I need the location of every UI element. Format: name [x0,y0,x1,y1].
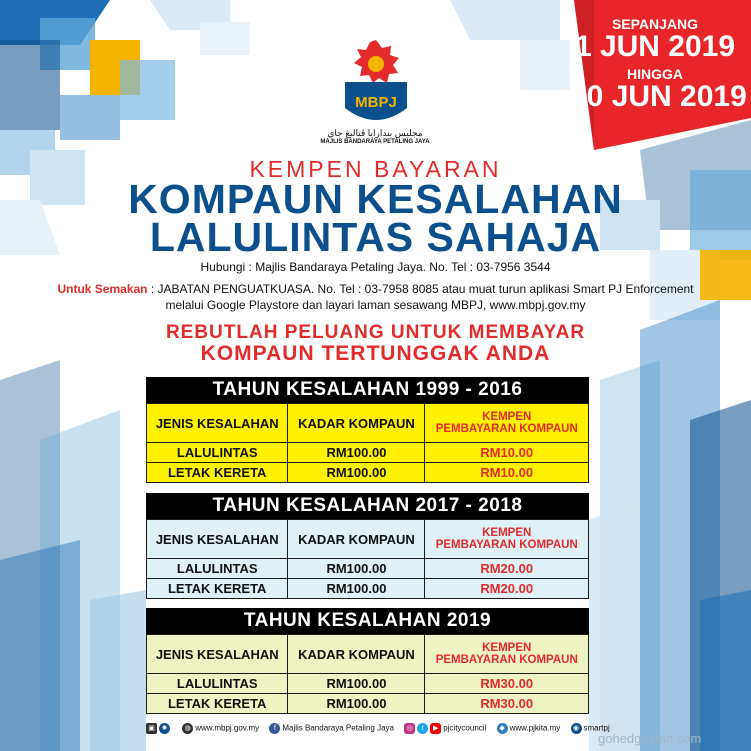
cell-jenis: LALULINTAS [147,443,288,463]
header-kempen-line-1: KEMPEN [482,411,532,423]
header-kadar: KADAR KOMPAUN [288,635,425,674]
cell-kadar: RM100.00 [288,559,425,579]
footer-pjkita-link[interactable] [497,723,561,734]
footer-app-text: smartpj [583,723,610,733]
table-header-row [147,404,589,443]
mbpj-logo [335,38,417,134]
header-kempen-line-1: KEMPEN [482,642,532,654]
globe-icon: ◍ [182,723,193,734]
header-kempen-line-2: PEMBAYARAN KOMPAUN [435,423,578,435]
footer-website-link[interactable] [182,723,259,734]
cta-line-1: REBUTLAH PELUANG UNTUK MEMBAYAR [165,322,586,343]
cell-jenis: LETAK KERETA [147,694,288,714]
cell-kadar: RM100.00 [288,443,425,463]
instagram-icon: ◎ [404,723,415,734]
footer-social-link[interactable] [404,723,486,734]
contact-semakan [0,282,751,296]
table-row [147,443,589,463]
cell-jenis: LETAK KERETA [147,463,288,483]
header-kempen [425,404,589,443]
pj-logo-icon: ▣ [146,723,157,734]
smartpj-app-icon: ◉ [571,723,582,734]
logo-badge-text: MBPJ [355,94,397,111]
cell-kadar: RM100.00 [288,463,425,483]
cell-kempen: RM20.00 [425,559,589,579]
mbpj-small-logo-icon: ✹ [159,723,170,734]
header-kadar: KADAR KOMPAUN [288,520,425,559]
semakan-text: : JABATAN PENGUATKUASA. No. Tel : 03-7958 8085 atau muat turun aplikasi Smart PJ Enforcement [147,282,694,296]
footer-facebook-link[interactable] [269,723,394,734]
title-line-1: KOMPAUN KESALAHAN [128,176,623,222]
header-kadar: KADAR KOMPAUN [288,404,425,443]
kempen-heading: KEMPEN BAYARAN [249,156,502,182]
table-1999-2016 [146,377,589,483]
contact-semakan-line-2: melalui Google Playstore dan layari laman sesawang MBPJ, www.mbpj.gov.my [165,298,586,312]
table-header-row [147,635,589,674]
logo-subtitle: MAJLIS BANDARAYA PETALING JAYA [320,139,430,145]
pjkita-icon: ◆ [497,723,508,734]
logo-arabic-text: مجليس بندارايا ڤتاليڠ جاي [327,128,423,138]
contact-hubungi: Hubungi : Majlis Bandaraya Petaling Jaya. No. Tel : 03-7956 3544 [200,260,551,274]
footer-logos [146,723,172,734]
table-2019 [146,608,589,714]
table-row [147,463,589,483]
title-line-2: LALULINTAS SAHAJA [149,214,602,260]
table-title: TAHUN KESALAHAN 1999 - 2016 [146,377,589,403]
cell-jenis: LETAK KERETA [147,579,288,599]
cell-kempen: RM10.00 [425,463,589,483]
compound-table [146,634,589,714]
table-row [147,674,589,694]
table-row [147,694,589,714]
footer-pjkita-text: www.pjkita.my [509,723,561,733]
footer-social-text: pjcitycouncil [443,723,487,733]
cell-kadar: RM100.00 [288,694,425,714]
table-header-row [147,520,589,559]
table-row [147,579,589,599]
ribbon-line-3: HINGGA [627,66,683,82]
cell-kempen: RM10.00 [425,443,589,463]
cell-kadar: RM100.00 [288,674,425,694]
table-row [147,559,589,579]
header-jenis: JENIS KESALAHAN [147,520,288,559]
compound-table [146,519,589,599]
cta-line-2: KOMPAUN TERTUNGGAK ANDA [200,342,551,365]
cell-kempen: RM20.00 [425,579,589,599]
table-title: TAHUN KESALAHAN 2017 - 2018 [146,493,589,519]
header-kempen-line-1: KEMPEN [482,527,532,539]
ribbon-line-2: 1 JUN 2019 [574,30,736,63]
table-title: TAHUN KESALAHAN 2019 [146,608,589,634]
ribbon-line-1: SEPANJANG [611,16,699,32]
header-kempen [425,520,589,559]
table-2017-2018 [146,493,589,599]
cell-jenis: LALULINTAS [147,559,288,579]
semakan-label: Untuk Semakan [57,282,148,296]
youtube-icon: ▶ [430,723,441,734]
cell-kempen: RM30.00 [425,674,589,694]
cell-kempen: RM30.00 [425,694,589,714]
header-kempen-line-2: PEMBAYARAN KOMPAUN [435,654,578,666]
compound-table [146,403,589,483]
footer-bar [146,723,610,743]
header-kempen [425,635,589,674]
header-kempen-line-2: PEMBAYARAN KOMPAUN [435,539,578,551]
facebook-icon: f [269,723,280,734]
footer-website-text: www.mbpj.gov.my [195,723,260,733]
header-jenis: JENIS KESALAHAN [147,635,288,674]
cell-jenis: LALULINTAS [147,674,288,694]
cell-kadar: RM100.00 [288,579,425,599]
watermark: gohedgostan.com [598,731,702,746]
ribbon-line-4: 30 JUN 2019 [570,80,747,113]
header-jenis: JENIS KESALAHAN [147,404,288,443]
twitter-icon: t [417,723,428,734]
footer-facebook-text: Majlis Bandaraya Petaling Jaya [282,723,394,733]
